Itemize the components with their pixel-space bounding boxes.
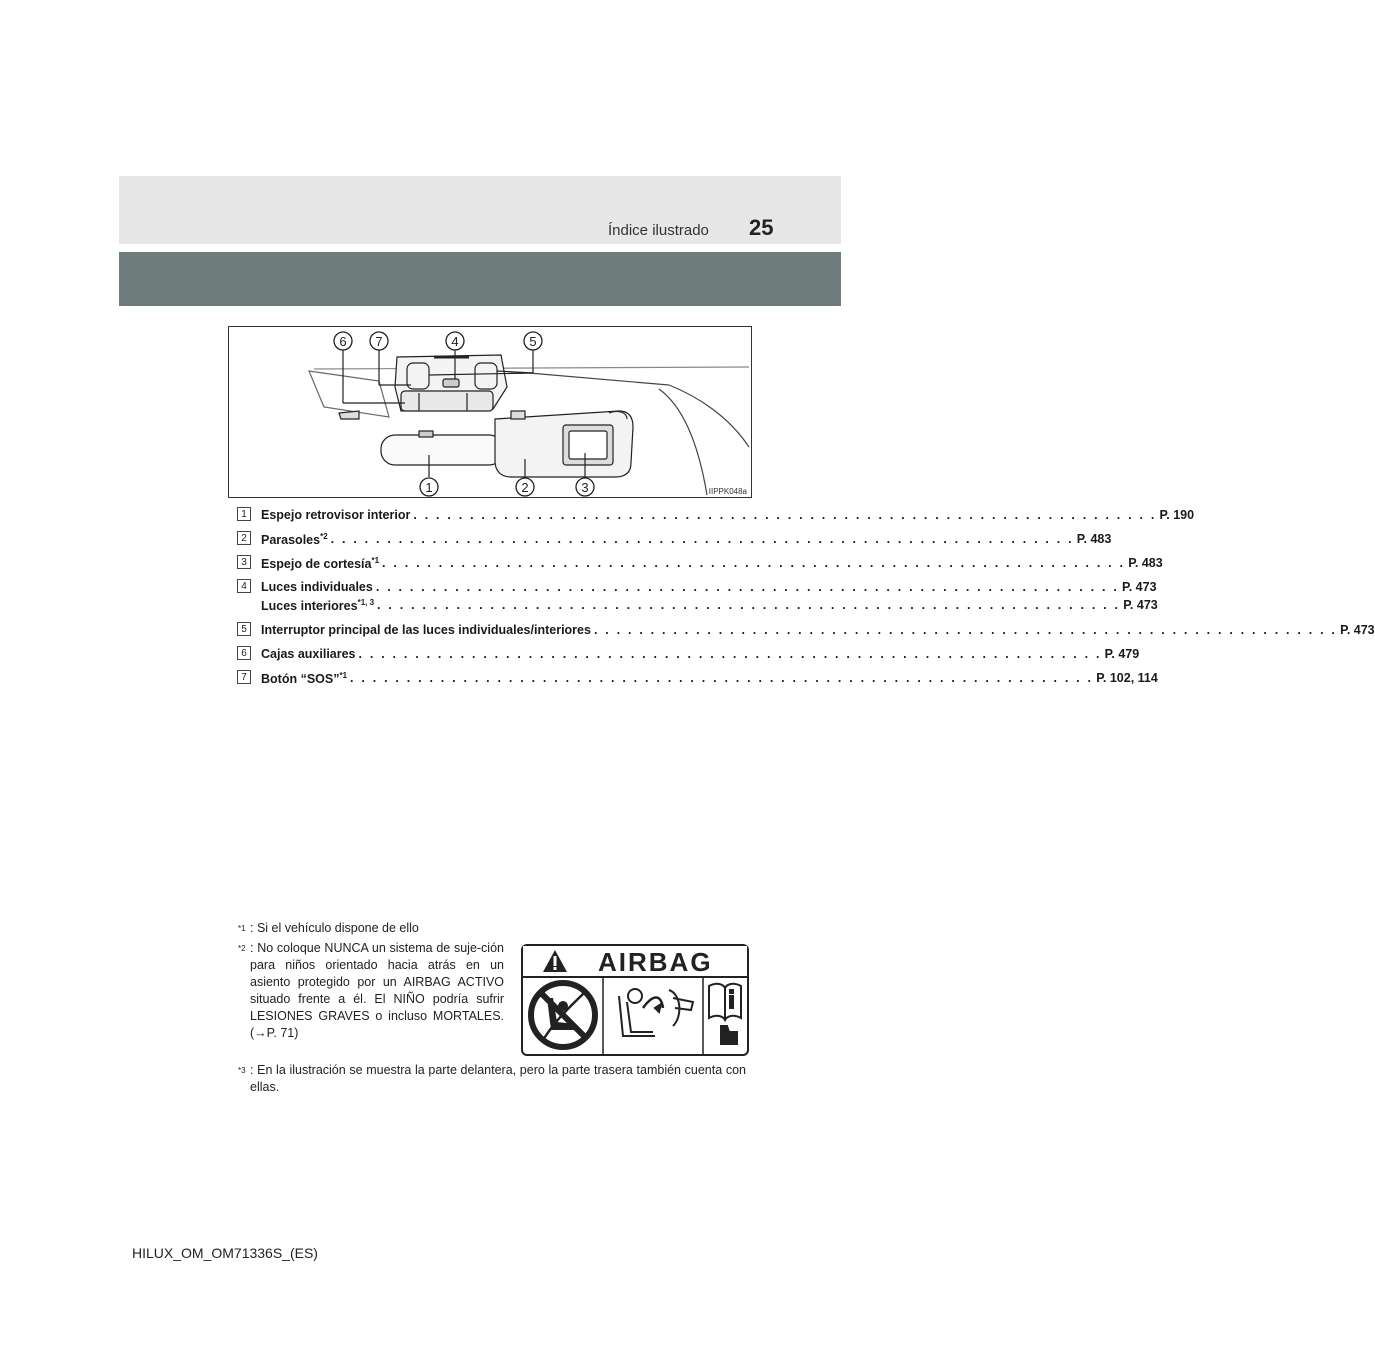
item-number: 4 bbox=[237, 579, 251, 593]
footnote bbox=[238, 940, 506, 1050]
item-row bbox=[261, 556, 1163, 572]
footnote bbox=[238, 920, 538, 938]
item-row bbox=[261, 508, 1195, 522]
page-ref-link[interactable]: P. 483 bbox=[1076, 532, 1112, 546]
footnote-mark: *2 bbox=[238, 944, 246, 953]
item-label: Luces interiores$^{*1, 3}$ bbox=[261, 598, 375, 614]
callout-7: 7 bbox=[375, 334, 383, 349]
item-label: Parasoles$^{*2}$ bbox=[261, 532, 328, 548]
item-number: 6 bbox=[237, 646, 251, 660]
page-ref-link[interactable]: P. 483 bbox=[1128, 556, 1163, 570]
overhead-drawing bbox=[229, 327, 751, 497]
leader-dots: . . . . . . . . . . . . . . . . . . . . . . . . . . . . . . . . . . . . . . . . . . . . . . . . . . . . . . . . . . . . . . . . . . bbox=[593, 623, 1338, 637]
callout-2: 2 bbox=[521, 480, 529, 495]
warning-triangle-icon bbox=[543, 950, 567, 972]
footnote bbox=[238, 1062, 748, 1102]
page-ref-link[interactable]: P. 473 bbox=[1123, 598, 1158, 612]
callout-3: 3 bbox=[581, 480, 589, 495]
page-ref-link[interactable]: P. 102, 114 bbox=[1096, 671, 1158, 685]
airbag-warning-label bbox=[521, 944, 749, 1056]
footnote-mark: *1 bbox=[238, 924, 246, 933]
page-ref-link[interactable]: P. 473 bbox=[1340, 623, 1375, 637]
callout-6: 6 bbox=[339, 334, 347, 349]
item-label: Espejo retrovisor interior bbox=[261, 508, 411, 522]
footnote-text: : Si el vehículo dispone de ello bbox=[250, 921, 419, 935]
item-label: Espejo de cortesía$^{*1}$ bbox=[261, 556, 380, 572]
footnote-mark: *3 bbox=[238, 1066, 246, 1075]
document-code: HILUX_OM_OM71336S_(ES) bbox=[132, 1245, 318, 1261]
leader-dots: . . . . . . . . . . . . . . . . . . . . . . . . . . . . . . . . . . . . . . . . . . . . . . . . . . . . . . . . . . . . . . . . . . bbox=[350, 671, 1094, 685]
leader-dots: . . . . . . . . . . . . . . . . . . . . . . . . . . . . . . . . . . . . . . . . . . . . . . . . . . . . . . . . . . . . . . . . . . bbox=[382, 556, 1126, 570]
leader-dots: . . . . . . . . . . . . . . . . . . . . . . . . . . . . . . . . . . . . . . . . . . . . . . . . . . . . . . . . . . . . . . . . . . bbox=[375, 580, 1119, 594]
page-ref-link[interactable]: P. 473 bbox=[1122, 580, 1157, 594]
footnote-text: : No coloque NUNCA un sistema de suje-ción para niños orientado hacia atrás en un asiento protegido por un AIRBAG ACTIVO situado frente a él. El NIÑO podría sufrir LESIONES GRAVES o incluso MORTALES. (→P. 71) bbox=[250, 941, 504, 1040]
item-number: 1 bbox=[237, 507, 251, 521]
callout-1: 1 bbox=[425, 480, 433, 495]
item-row bbox=[261, 580, 1157, 594]
leader-dots: . . . . . . . . . . . . . . . . . . . . . . . . . . . . . . . . . . . . . . . . . . . . . . . . . . . . . . . . . . . . . . . . . . bbox=[330, 532, 1074, 546]
overhead-illustration bbox=[228, 326, 752, 498]
leader-dots: . . . . . . . . . . . . . . . . . . . . . . . . . . . . . . . . . . . . . . . . . . . . . . . . . . . . . . . . . . . . . . . . . . bbox=[413, 508, 1157, 522]
item-label: Botón “SOS”$^{*1}$ bbox=[261, 671, 348, 687]
item-label: Interruptor principal de las luces individuales/interiores bbox=[261, 623, 591, 637]
airbag-pictograms bbox=[523, 946, 747, 1054]
section-title: Índice ilustrado bbox=[608, 222, 709, 239]
item-row bbox=[261, 598, 1158, 614]
section-band bbox=[119, 252, 841, 306]
page-ref-link[interactable]: P. 190 bbox=[1159, 508, 1195, 522]
page-ref-link[interactable]: P. 479 bbox=[1104, 647, 1140, 661]
item-number: 5 bbox=[237, 622, 251, 636]
page-number: 25 bbox=[749, 215, 774, 240]
item-number: 7 bbox=[237, 670, 251, 684]
leader-dots: . . . . . . . . . . . . . . . . . . . . . . . . . . . . . . . . . . . . . . . . . . . . . . . . . . . . . . . . . . . . . . . . . . bbox=[377, 598, 1121, 612]
no-rear-facing-seat-icon bbox=[531, 983, 595, 1047]
leader-dots: . . . . . . . . . . . . . . . . . . . . . . . . . . . . . . . . . . . . . . . . . . . . . . . . . . . . . . . . . . . . . . . . . . bbox=[358, 647, 1102, 661]
item-label: Luces individuales bbox=[261, 580, 373, 594]
figure-code: IIPPK048a bbox=[708, 487, 747, 496]
airbag-deploy-icon bbox=[619, 989, 693, 1036]
item-row bbox=[261, 647, 1140, 661]
item-row bbox=[261, 532, 1112, 548]
item-number: 3 bbox=[237, 555, 251, 569]
airbag-title: AIRBAG bbox=[598, 947, 713, 977]
callout-4: 4 bbox=[451, 334, 459, 349]
callout-5: 5 bbox=[529, 334, 537, 349]
header-band bbox=[119, 176, 841, 244]
read-manual-icon bbox=[709, 984, 741, 1044]
footnote-text: : En la ilustración se muestra la parte delantera, pero la parte trasera también cuenta con ellas. bbox=[250, 1063, 746, 1094]
item-number: 2 bbox=[237, 531, 251, 545]
item-row bbox=[261, 671, 1158, 687]
item-row bbox=[261, 623, 1375, 637]
item-label: Cajas auxiliares bbox=[261, 647, 356, 661]
